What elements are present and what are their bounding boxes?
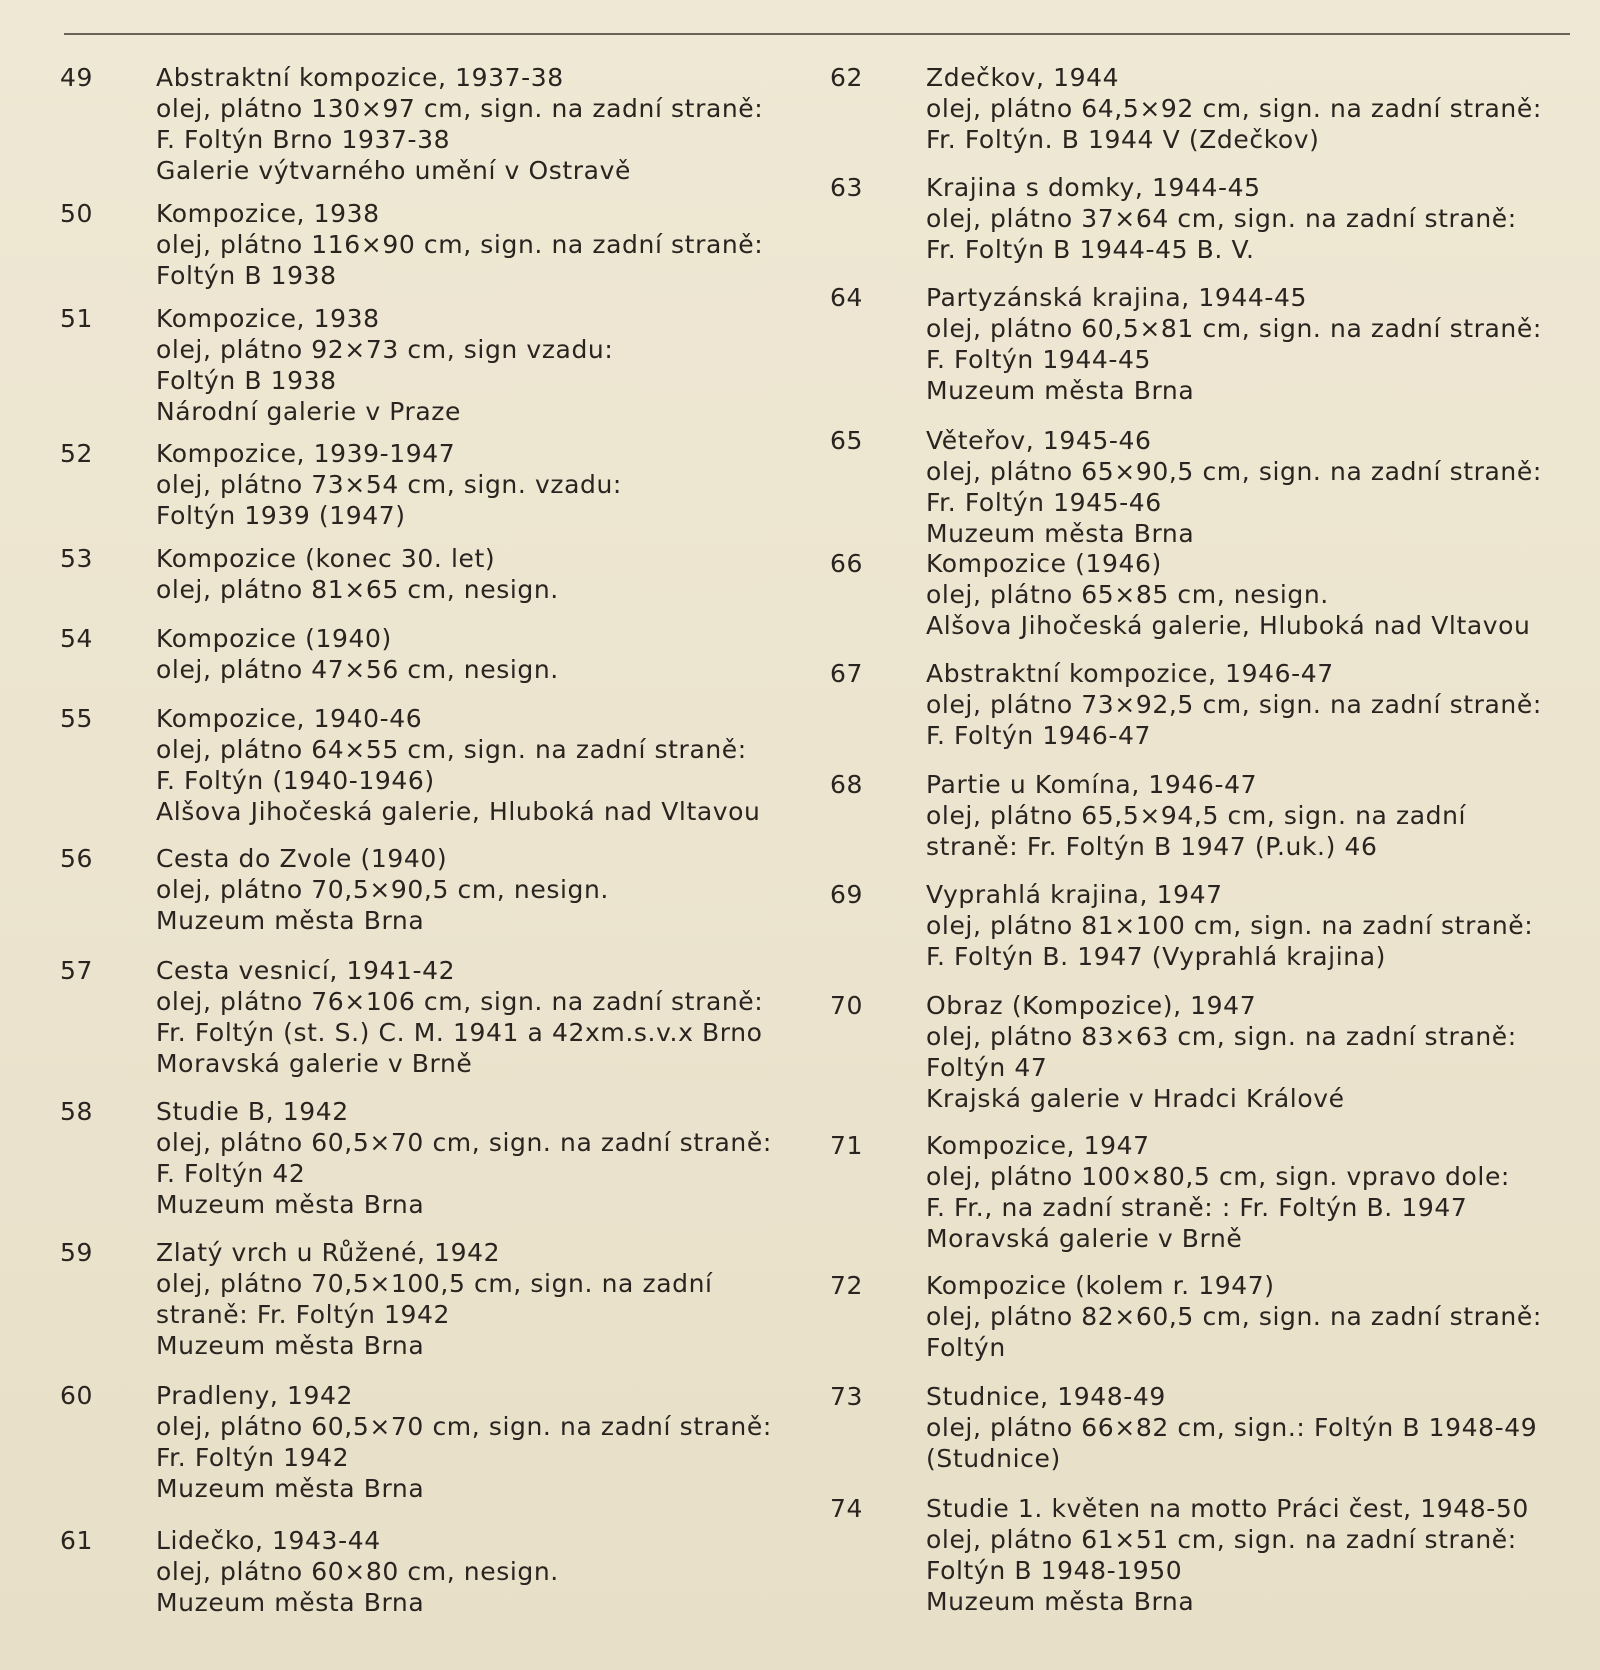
entry-number: 71	[830, 1131, 864, 1160]
catalogue-entry	[60, 303, 613, 427]
entry-title: Kompozice (1940)	[156, 624, 392, 653]
entry-title: Partyzánská krajina, 1944-45	[926, 283, 1308, 312]
catalogue-entry	[60, 703, 761, 827]
catalogue-entry	[60, 1237, 713, 1361]
catalogue-entry	[830, 658, 1542, 751]
catalogue-entry	[60, 543, 559, 605]
entry-number: 58	[60, 1097, 94, 1126]
entry-medium-signature: olej, plátno 65×90,5 cm, sign. na zadní straně:	[926, 457, 1542, 486]
entry-title: Kompozice (1946)	[926, 549, 1162, 578]
entry-detail: (Studnice)	[926, 1444, 1061, 1473]
entry-number: 72	[830, 1271, 864, 1300]
entry-title: Vyprahlá krajina, 1947	[926, 880, 1223, 909]
entry-medium-signature: olej, plátno 100×80,5 cm, sign. vpravo dole:	[926, 1162, 1510, 1191]
entry-detail: Muzeum města Brna	[156, 1474, 425, 1503]
entry-title: Lidečko, 1943-44	[156, 1526, 381, 1555]
entry-title: Pradleny, 1942	[156, 1381, 353, 1410]
entry-number: 57	[60, 956, 94, 985]
entry-number: 60	[60, 1381, 94, 1410]
entry-detail: F. Foltýn 1946-47	[926, 721, 1152, 750]
entry-title: Kompozice (kolem r. 1947)	[926, 1271, 1275, 1300]
catalogue-entry	[60, 62, 763, 186]
entry-title: Cesta vesnicí, 1941-42	[156, 956, 456, 985]
entry-number: 49	[60, 63, 94, 92]
entry-number: 67	[830, 659, 864, 688]
entry-number: 62	[830, 63, 864, 92]
catalogue-entry	[60, 1096, 772, 1220]
catalogue-entry	[830, 62, 1542, 155]
entry-detail: Foltýn B 1948-1950	[926, 1556, 1183, 1585]
entry-detail: F. Fr., na zadní straně: : Fr. Foltýn B. 1947	[926, 1193, 1468, 1222]
catalogue-entry	[60, 623, 559, 685]
entry-detail: Muzeum města Brna	[926, 376, 1195, 405]
entry-medium-signature: olej, plátno 70,5×90,5 cm, nesign.	[156, 875, 609, 904]
entry-title: Cesta do Zvole (1940)	[156, 844, 448, 873]
catalogue-entry	[830, 769, 1466, 862]
entry-medium-signature: olej, plátno 60,5×70 cm, sign. na zadní straně:	[156, 1128, 772, 1157]
entry-detail: Fr. Foltýn B 1944-45 B. V.	[926, 235, 1255, 264]
top-rule	[64, 33, 1570, 35]
entry-title: Věteřov, 1945-46	[926, 426, 1152, 455]
entry-medium-signature: olej, plátno 47×56 cm, nesign.	[156, 655, 559, 684]
entry-detail: F. Foltýn (1940-1946)	[156, 766, 435, 795]
entry-medium-signature: olej, plátno 60,5×70 cm, sign. na zadní straně:	[156, 1412, 772, 1441]
entry-detail: F. Foltýn 42	[156, 1159, 306, 1188]
entry-detail: Foltýn 1939 (1947)	[156, 501, 406, 530]
entry-medium-signature: olej, plátno 61×51 cm, sign. na zadní straně:	[926, 1525, 1517, 1554]
catalogue-entry	[830, 879, 1533, 972]
entry-number: 70	[830, 991, 864, 1020]
catalogue-entry	[830, 172, 1517, 265]
entry-detail: Foltýn 47	[926, 1053, 1048, 1082]
catalogue-entry	[830, 1493, 1529, 1617]
entry-medium-signature: olej, plátno 65×85 cm, nesign.	[926, 580, 1329, 609]
entry-detail: F. Foltýn 1944-45	[926, 345, 1152, 374]
entry-number: 68	[830, 770, 864, 799]
entry-number: 69	[830, 880, 864, 909]
entry-medium-signature: olej, plátno 73×92,5 cm, sign. na zadní straně:	[926, 690, 1542, 719]
entry-medium-signature: olej, plátno 64,5×92 cm, sign. na zadní straně:	[926, 94, 1542, 123]
entry-number: 66	[830, 549, 864, 578]
entry-medium-signature: olej, plátno 64×55 cm, sign. na zadní straně:	[156, 735, 747, 764]
catalogue-entry	[830, 548, 1531, 641]
entry-title: Abstraktní kompozice, 1946-47	[926, 659, 1334, 688]
entry-medium-signature: olej, plátno 60,5×81 cm, sign. na zadní straně:	[926, 314, 1542, 343]
entry-detail: Moravská galerie v Brně	[156, 1049, 473, 1078]
entry-medium-signature: olej, plátno 65,5×94,5 cm, sign. na zadní	[926, 801, 1467, 830]
entry-detail: straně: Fr. Foltýn 1942	[156, 1300, 450, 1329]
entry-number: 56	[60, 844, 94, 873]
entry-number: 59	[60, 1238, 94, 1267]
entry-medium-signature: olej, plátno 70,5×100,5 cm, sign. na zadní	[156, 1269, 713, 1298]
entry-number: 55	[60, 704, 94, 733]
entry-title: Kompozice, 1947	[926, 1131, 1150, 1160]
entry-title: Kompozice, 1938	[156, 304, 380, 333]
entry-detail: Moravská galerie v Brně	[926, 1224, 1243, 1253]
entry-medium-signature: olej, plátno 81×65 cm, nesign.	[156, 575, 559, 604]
catalogue-entry	[830, 1270, 1542, 1363]
entry-detail: Foltýn B 1938	[156, 261, 337, 290]
entry-detail: Alšova Jihočeská galerie, Hluboká nad Vltavou	[926, 611, 1531, 640]
entry-detail: Alšova Jihočeská galerie, Hluboká nad Vltavou	[156, 797, 761, 826]
entry-detail: Fr. Foltýn 1942	[156, 1443, 350, 1472]
entry-title: Kompozice, 1940-46	[156, 704, 423, 733]
entry-number: 74	[830, 1494, 864, 1523]
entry-number: 73	[830, 1382, 864, 1411]
entry-title: Obraz (Kompozice), 1947	[926, 991, 1257, 1020]
catalogue-entry	[60, 955, 763, 1079]
entry-medium-signature: olej, plátno 73×54 cm, sign. vzadu:	[156, 470, 622, 499]
entry-number: 64	[830, 283, 864, 312]
catalogue-entry	[60, 438, 622, 531]
entry-detail: Krajská galerie v Hradci Králové	[926, 1084, 1345, 1113]
entry-number: 65	[830, 426, 864, 455]
entry-number: 52	[60, 439, 94, 468]
catalogue-entry	[830, 990, 1517, 1114]
catalogue-entry	[830, 1381, 1537, 1474]
entry-medium-signature: olej, plátno 66×82 cm, sign.: Foltýn B 1948-49	[926, 1413, 1538, 1442]
entry-medium-signature: olej, plátno 82×60,5 cm, sign. na zadní straně:	[926, 1302, 1542, 1331]
entry-detail: Muzeum města Brna	[156, 1190, 425, 1219]
entry-title: Studie 1. květen na motto Práci čest, 1948-50	[926, 1494, 1529, 1523]
entry-title: Zlatý vrch u Růžené, 1942	[156, 1238, 501, 1267]
entry-detail: Muzeum města Brna	[926, 519, 1195, 548]
entry-number: 61	[60, 1526, 94, 1555]
entry-title: Kompozice, 1939-1947	[156, 439, 456, 468]
entry-number: 51	[60, 304, 94, 333]
entry-medium-signature: olej, plátno 116×90 cm, sign. na zadní straně:	[156, 230, 764, 259]
catalogue-entry	[60, 1380, 772, 1504]
entry-title: Kompozice, 1938	[156, 199, 380, 228]
entry-medium-signature: olej, plátno 76×106 cm, sign. na zadní straně:	[156, 987, 764, 1016]
catalogue-entry	[830, 1130, 1510, 1254]
entry-medium-signature: olej, plátno 92×73 cm, sign vzadu:	[156, 335, 614, 364]
entry-title: Abstraktní kompozice, 1937-38	[156, 63, 564, 92]
entry-detail: straně: Fr. Foltýn B 1947 (P.uk.) 46	[926, 832, 1378, 861]
catalogue-entry	[60, 843, 609, 936]
entry-medium-signature: olej, plátno 130×97 cm, sign. na zadní straně:	[156, 94, 764, 123]
entry-number: 54	[60, 624, 94, 653]
entry-detail: Národní galerie v Praze	[156, 397, 461, 426]
entry-detail: Galerie výtvarného umění v Ostravě	[156, 156, 631, 185]
entry-detail: Fr. Foltýn. B 1944 V (Zdečkov)	[926, 125, 1320, 154]
catalogue-entry	[830, 425, 1542, 549]
entry-title: Zdečkov, 1944	[926, 63, 1120, 92]
entry-number: 63	[830, 173, 864, 202]
entry-detail: F. Foltýn B. 1947 (Vyprahlá krajina)	[926, 942, 1386, 971]
entry-number: 53	[60, 544, 94, 573]
entry-title: Partie u Komína, 1946-47	[926, 770, 1258, 799]
entry-detail: Fr. Foltýn 1945-46	[926, 488, 1162, 517]
entry-detail: Foltýn	[926, 1333, 1006, 1362]
entry-number: 50	[60, 199, 94, 228]
catalogue-entry	[830, 282, 1542, 406]
entry-title: Kompozice (konec 30. let)	[156, 544, 496, 573]
entry-detail: Muzeum města Brna	[926, 1587, 1195, 1616]
entry-title: Krajina s domky, 1944-45	[926, 173, 1261, 202]
entry-title: Studnice, 1948-49	[926, 1382, 1166, 1411]
entry-medium-signature: olej, plátno 83×63 cm, sign. na zadní straně:	[926, 1022, 1517, 1051]
entry-title: Studie B, 1942	[156, 1097, 349, 1126]
entry-detail: Foltýn B 1938	[156, 366, 337, 395]
catalogue-entry	[60, 1525, 559, 1618]
entry-medium-signature: olej, plátno 37×64 cm, sign. na zadní straně:	[926, 204, 1517, 233]
catalogue-entry	[60, 198, 763, 291]
entry-detail: F. Foltýn Brno 1937-38	[156, 125, 451, 154]
entry-medium-signature: olej, plátno 81×100 cm, sign. na zadní straně:	[926, 911, 1534, 940]
entry-detail: Muzeum města Brna	[156, 906, 425, 935]
entry-detail: Muzeum města Brna	[156, 1588, 425, 1617]
entry-medium-signature: olej, plátno 60×80 cm, nesign.	[156, 1557, 559, 1586]
entry-detail: Muzeum města Brna	[156, 1331, 425, 1360]
entry-detail: Fr. Foltýn (st. S.) C. M. 1941 a 42xm.s.v.x Brno	[156, 1018, 763, 1047]
